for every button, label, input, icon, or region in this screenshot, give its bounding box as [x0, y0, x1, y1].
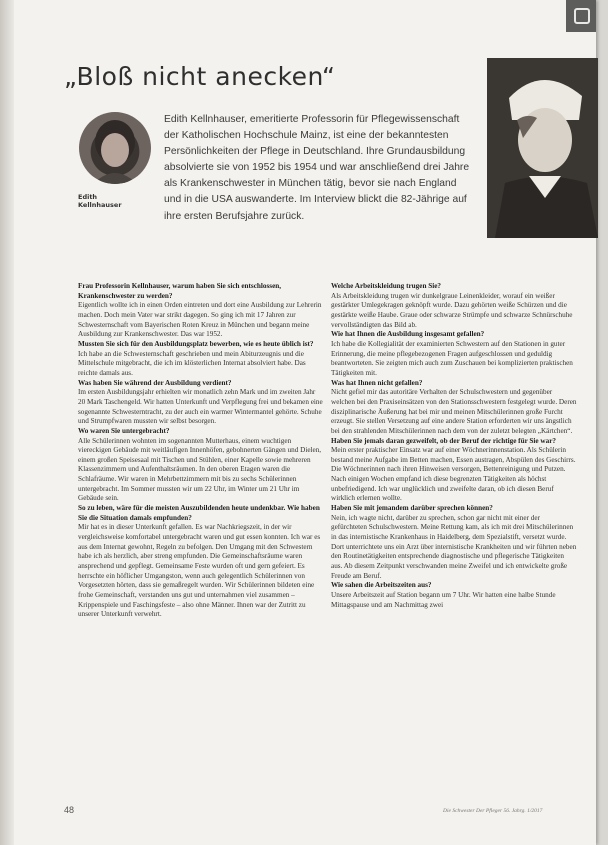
portrait-caption: [78, 193, 122, 209]
question-text: Was hat Ihnen nicht gefallen?: [331, 378, 423, 387]
question-text: So zu leben, wäre für die meisten Auszubildenden heute undenkbar. Wie haben Sie die Situation damals empfunden?: [78, 504, 320, 522]
question-text: Mussten Sie sich für den Ausbildungsplatz bewerben, wie es heute üblich ist?: [78, 339, 314, 348]
question-text: Wie hat Ihnen die Ausbildung insgesamt gefallen?: [331, 330, 485, 339]
answer-text: Unsere Arbeitszeit auf Station begann um 7 Uhr. Wir hatten eine halbe Stunde Mittagspause und am Nachmittag zwei: [331, 591, 556, 609]
answer-text: Alle Schülerinnen wohnten im sogenannten Mutterhaus, einem wuchtigen viereckigen Gebäude mit weitläufigen Innenhöfen, gebohnerten Gängen und Dielen, einem großen Speisesaal mit Tischen und Stühlen, einer Kapelle sowie mehreren Klassenzimmern und Aufenthaltsräumen. In den oberen Etagen waren die Schlafräume. Wir waren in Mehrbettzimmern mit bis zu sechs Schülerinnen untergebracht. Im Sommer mussten wir um 22 Uhr, im Winter um 21 Uhr im Gebäude sein.: [78, 436, 322, 503]
interview-column-left: [78, 282, 324, 620]
historic-nurse-photo: [487, 58, 598, 238]
article-title: „Bloß nicht anecken“: [64, 62, 336, 91]
page-spine: [0, 0, 14, 845]
answer-text: Eigentlich wollte ich in einen Orden eintreten und dort eine Ausbildung zur Lehrerin machen. Doch mein Vater war strikt dagegen. So ging ich mit 17 Jahren zur Schwesternschaft vom Bayerischen Roten Kreuz in München und begann meine Ausbildung zur Krankenschwester. Das war 1952.: [78, 301, 322, 339]
question-text: Frau Professorin Kellnhauser, warum haben Sie sich entschlossen, Krankenschwester zu werden?: [78, 282, 282, 300]
answer-text: Nein, ich wagte nicht, darüber zu sprechen, schon gar nicht mit einer der gefürchteten Schulschwestern. Meine Rettung kam, als ich mit drei Mitschülerinnen in das internistische Krankenhaus in Haidelberg, dem Spezialstift, versetzt wurde. Dort unterrichtete uns ein Arzt über internistische Krankheiten und wir führten neben den Routinetätigkeiten entsprechende diagnostische und pflegerische Tätigkeiten aus. Ab diesem Zeitpunkt verschwanden meine Zweifel und ich entwickelte große Freude am Beruf.: [331, 513, 577, 580]
question-text: Welche Arbeitskleidung trugen Sie?: [331, 282, 442, 290]
interview-column-right: [331, 282, 577, 610]
answer-text: Im ersten Ausbildungsjahr erhielten wir monatlich zehn Mark und im zweiten Jahr 20 Mark Taschengeld. Wir hatten Unterkunft und Verpflegung frei und bekamen eine sogenannte Schwesterntracht, zu der auch ein warmer Wintermantel gehörte. Schuhe und Strumpfwaren mussten wir selbst besorgen.: [78, 388, 323, 426]
answer-text: Nicht gefiel mir das autoritäre Verhalten der Schulschwestern und gegenüber welchen bei den Praxiseinsätzen von den Stationsschwestern festgelegt wurde. Deren disziplinarische Äußerung hat bei mir und meinen Mitschülerinnen große Furcht erzeugt. Sie stellen Versetzung auf eine andere Station erforderten wir uns ängstlich bei den strahlenden Mitschülerinnen nach dem von der zuletzt belegten „Kärtchen“.: [331, 388, 577, 435]
portrait-caption-first: Edith: [78, 193, 98, 201]
answer-text: Mein erster praktischer Einsatz war auf einer Wöchnerinnenstation. Als Schülerin bestand meine Aufgabe im Betten machen, Essen austragen, Abspülen des Geschirrs. Die Wöchnerinnen nach ihren Hinweisen versorgen, Bettenreinigung und Putzen. Nach einigen Wochen empfand ich diese begrenzten Tätigkeiten als höchst unbefriedigend. Ich war unglücklich und zweifelte daran, ob ich diesen Beruf wirklich erlernen wollte.: [331, 446, 576, 503]
author-portrait: [79, 112, 151, 184]
portrait-caption-last: Kellnhauser: [78, 201, 122, 209]
question-text: Was haben Sie während der Ausbildung verdient?: [78, 378, 232, 387]
journal-footer: Die Schwester Der Pfleger 56. Jahrg. 1/2017: [443, 808, 543, 814]
answer-text: Ich habe die Kollegialität der examinierten Schwestern auf den Stationen in guter Erinnerung, die meine pflegebezogenen Fragen aufgeschlossen und geduldig beantworteten. Sie zeigten mich auch zum Zuschauen bei komplizierten praktischen Tätigkeiten mit.: [331, 339, 573, 377]
question-text: Haben Sie mit jemandem darüber sprechen können?: [331, 504, 493, 513]
answer-text: Als Arbeitskleidung trugen wir dunkelgraue Leinenkleider, worauf ein weißer gestärkter Umlegekragen geknöpft wurde. Dazu gehörten weiße Schürzen und die gestärkte weiße Haube. Graue oder schwarze Strümpfe und schwarze Schnürschuhe vervollständigten das Bild ab.: [331, 291, 573, 329]
article-intro: Edith Kellnhauser, emeritierte Professorin für Pflegewissenschaft der Katholischen Hochschule Mainz, ist eine der bekanntesten Persönlichkeiten der Pflege in Deutschland. Ihre Grundausbildung absolvierte sie von 1952 bis 1954 und war anschließend drei Jahre als Krankenschwester in München tätig, bevor sie nach England und in die USA auswanderte. Im Interview blickt die 82-Jährige auf ihre ersten Berufsjahre zurück.: [164, 114, 470, 222]
section-tab-icon: [566, 0, 596, 32]
question-text: Wie sahen die Arbeitszeiten aus?: [331, 581, 432, 590]
answer-text: Ich habe an die Schwesternschaft geschrieben und mein Abiturzeugnis und die Mittelschule mitgebracht, die ich im klösterlichen Internat absolviert habe. Das reichte damals aus.: [78, 349, 306, 377]
page-number: 48: [64, 805, 75, 815]
question-text: Haben Sie jemals daran gezweifelt, ob der Beruf der richtige für Sie war?: [331, 436, 556, 445]
answer-text: Mir hat es in dieser Unterkunft gefallen. Es war Nachkriegszeit, in der wir vergleichsweise komfortabel untergebracht waren und gut essen konnten. Ich war es aus dem Internat gewohnt, Regeln zu befolgen. Den Umgang mit den Schwestern habe ich als herzlich, aber streng empfunden. Die Gemeinschaftsräume waren ansprechend und gepflegt. Gemeinsame Feste wurden oft und gern gefeiert. Es herrschte ein höflicher Umgangston, wenn auch gelegentlich Schülerinnen von Vorgesetzten hörten, dass sie gemaßregelt wurden. Wir Schülerinnen bildeten eine frohe Gemeinschaft, verstanden uns gut und unternahmen viel zusammen – Krippenspiele und Faschingsfeste – also ohne Männer. Ihnen war der Zutritt zu unserer Unterkunft verwehrt.: [78, 523, 321, 619]
question-text: Wo waren Sie untergebracht?: [78, 426, 170, 435]
